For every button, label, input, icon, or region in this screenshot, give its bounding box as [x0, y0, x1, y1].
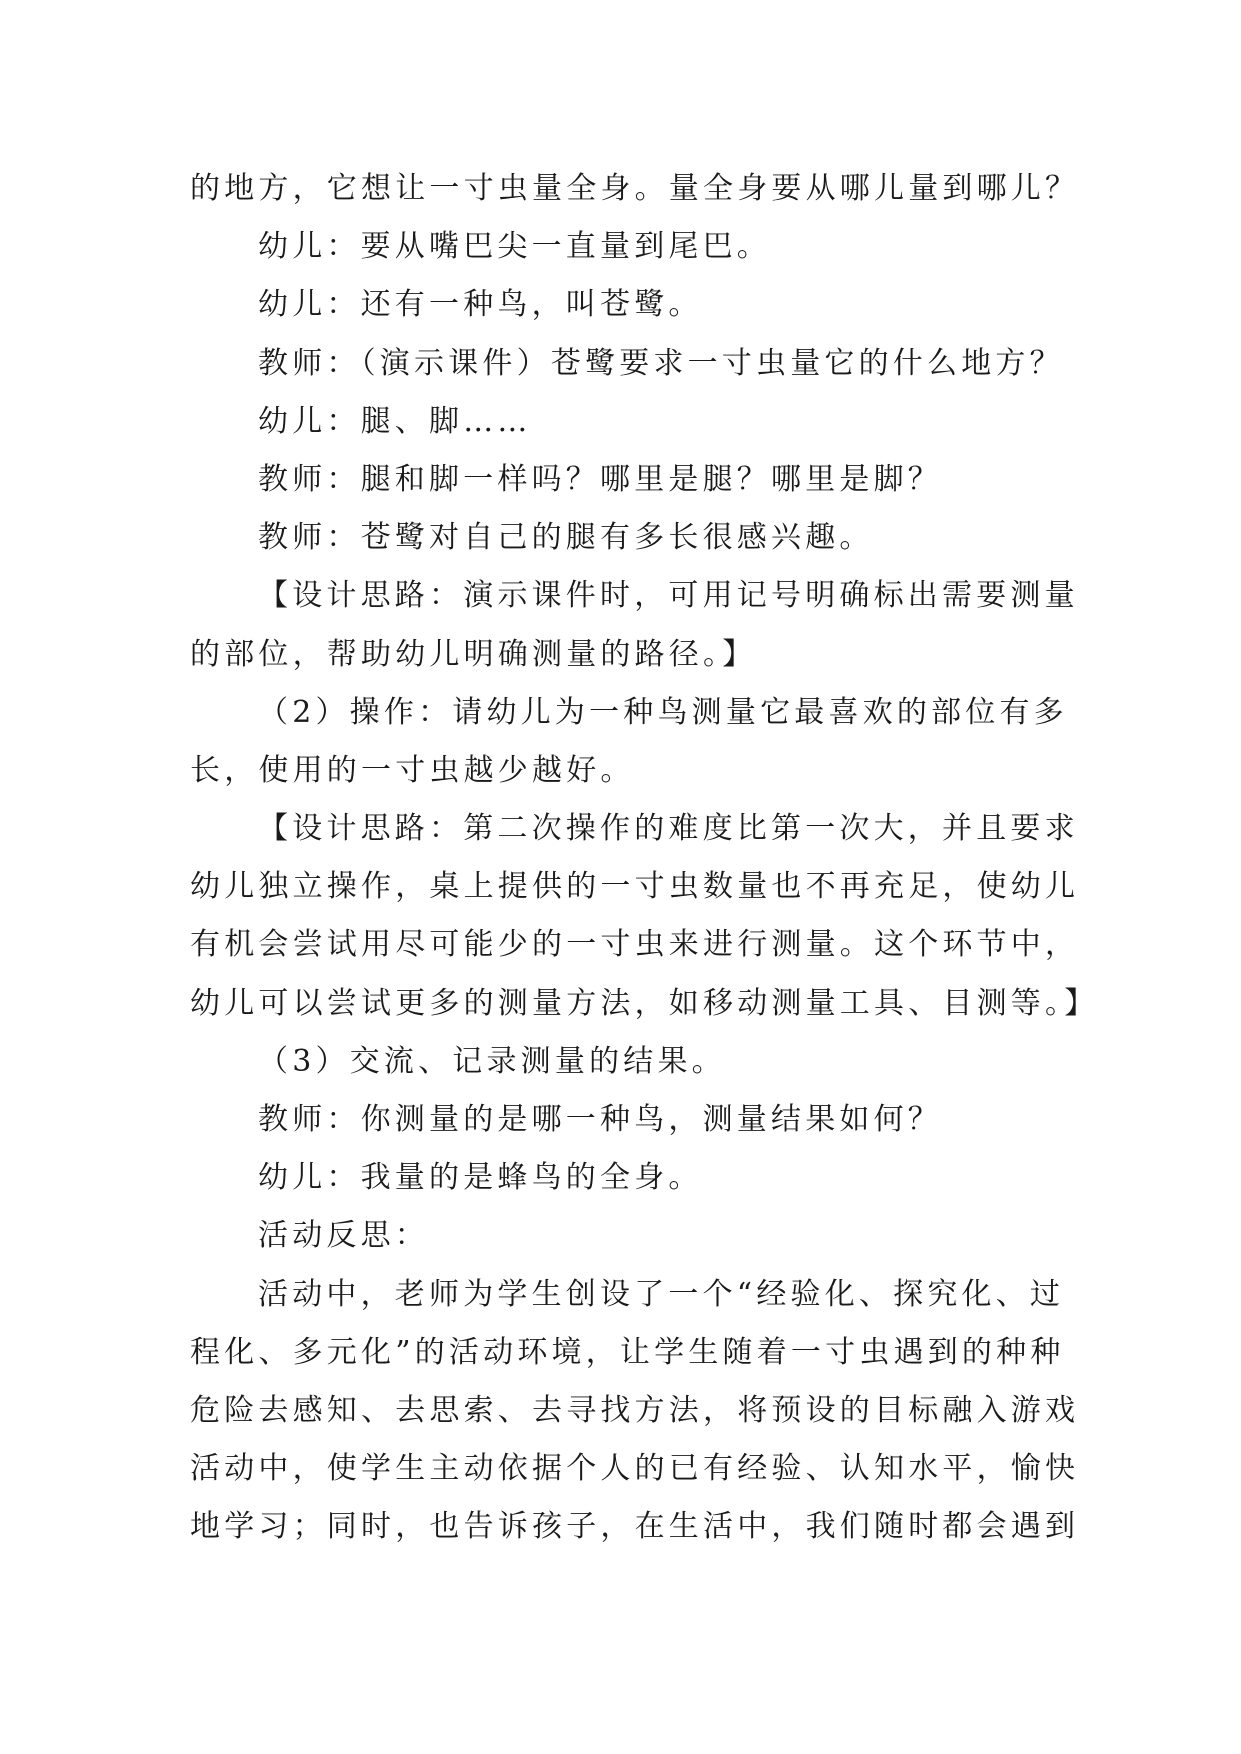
text-line-3: 幼儿：还有一种鸟，叫苍鹭。: [258, 287, 703, 323]
document-body: [190, 160, 1099, 1557]
text-line-15: 幼儿可以尝试更多的测量方法，如移动测量工具、目测等。】: [190, 985, 1099, 1021]
text-line-22: 危险去感知、去思索、去寻找方法，将预设的目标融入游戏: [190, 1392, 1080, 1428]
text-line-11: 长，使用的一寸虫越少越好。: [190, 752, 635, 788]
text-line-6: 教师：腿和脚一样吗？哪里是腿？哪里是脚？: [258, 461, 942, 497]
text-line-9: 的部位，帮助幼儿明确测量的路径。】: [190, 636, 757, 672]
text-line-21: 程化、多元化”的活动环境，让学生随着一寸虫遇到的种种: [190, 1334, 1065, 1370]
text-line-10: （2）操作：请幼儿为一种鸟测量它最喜欢的部位有多: [258, 694, 1068, 730]
text-line-24: 地学习；同时，也告诉孩子，在生活中，我们随时都会遇到: [190, 1509, 1080, 1545]
text-line-14: 有机会尝试用尽可能少的一寸虫来进行测量。这个环节中，: [190, 927, 1080, 963]
text-line-12: 【设计思路：第二次操作的难度比第一次大，并且要求: [258, 811, 1079, 847]
text-line-13: 幼儿独立操作，桌上提供的一寸虫数量也不再充足，使幼儿: [190, 869, 1080, 905]
text-line-16: （3）交流、记录测量的结果。: [258, 1043, 726, 1079]
text-line-4: 教师：（演示课件）苍鹭要求一寸虫量它的什么地方？: [258, 345, 1064, 381]
text-line-19: 活动反思：: [258, 1218, 429, 1254]
text-line-1: 的地方，它想让一寸虫量全身。量全身要从哪儿量到哪儿？: [190, 171, 1080, 206]
text-line-2: 幼儿：要从嘴巴尖一直量到尾巴。: [258, 229, 771, 265]
text-line-23: 活动中，使学生主动依据个人的已有经验、认知水平，愉快: [190, 1451, 1080, 1487]
text-line-7: 教师：苍鹭对自己的腿有多长很感兴趣。: [258, 520, 874, 556]
text-line-8: 【设计思路：演示课件时，可用记号明确标出需要测量: [258, 578, 1079, 614]
text-line-17: 教师：你测量的是哪一种鸟，测量结果如何？: [258, 1102, 942, 1137]
text-line-18: 幼儿：我量的是蜂鸟的全身。: [258, 1160, 703, 1196]
text-line-20: 活动中，老师为学生创设了一个“经验化、探究化、过: [258, 1276, 1065, 1312]
text-line-5: 幼儿：腿、脚……: [258, 403, 532, 439]
